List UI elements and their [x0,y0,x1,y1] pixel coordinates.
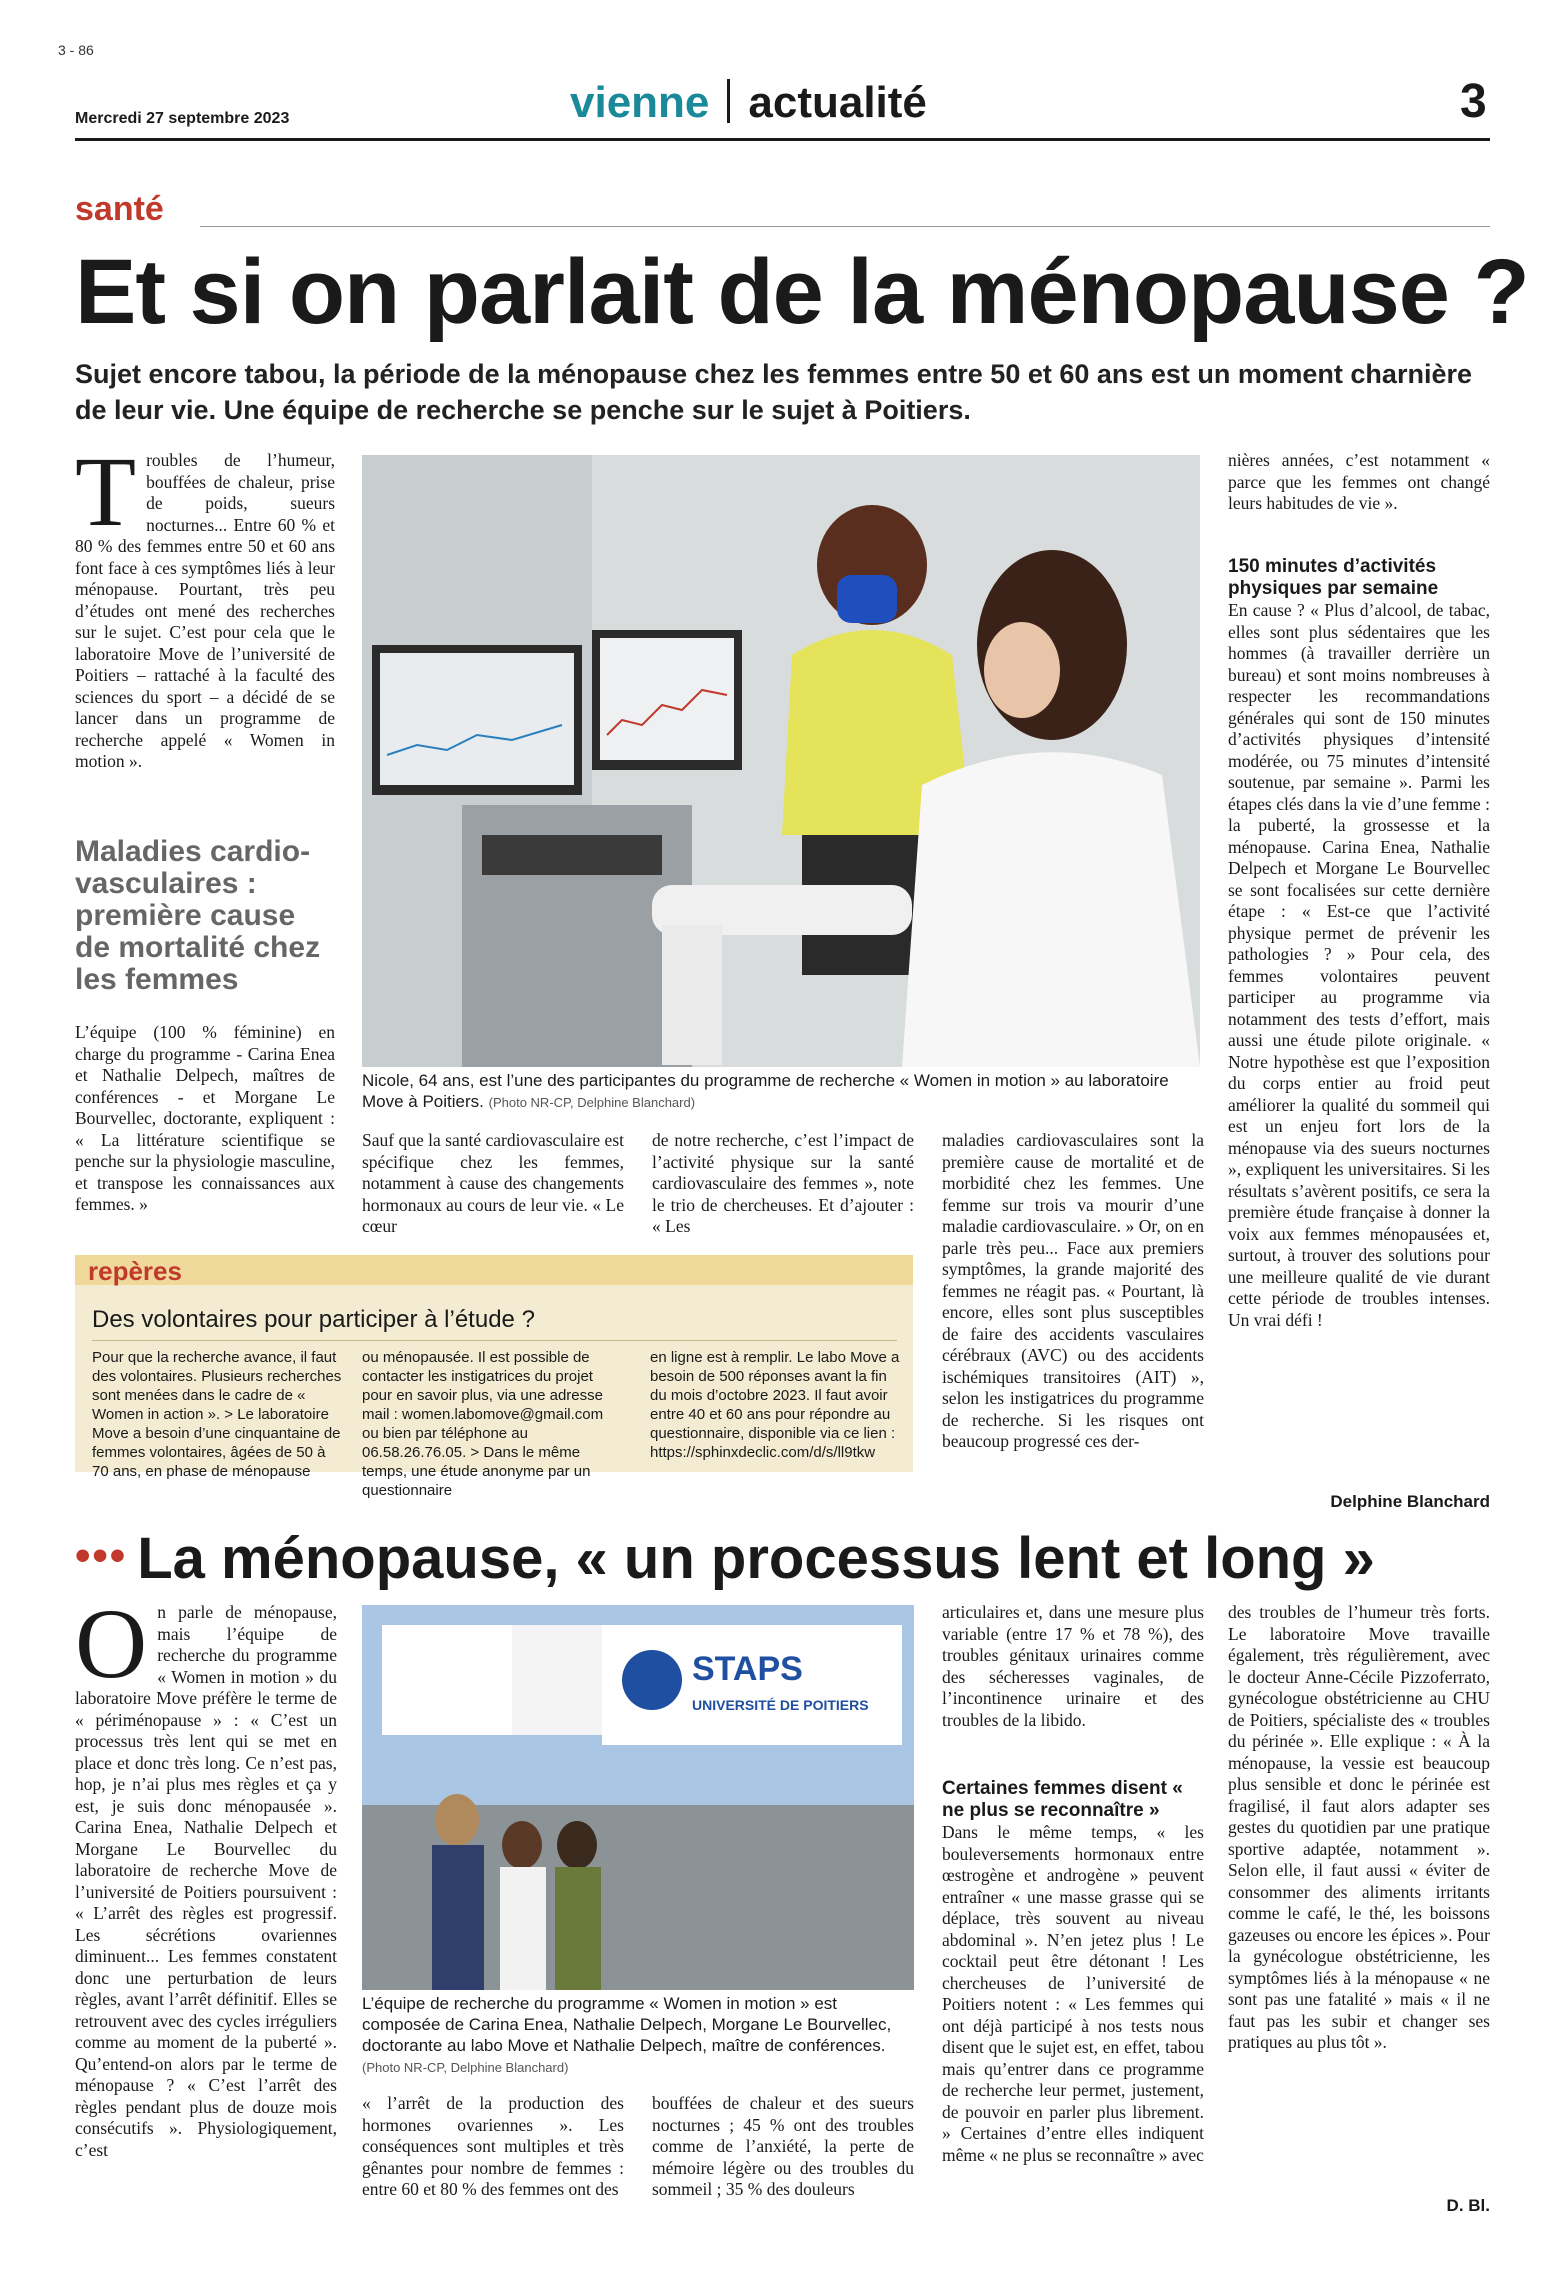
article2-column-4b: Dans le même temps, « les bouleversements hormonaux entre œstrogène et androgène » peuvent entraîner « une masse grasse qui se déplace, très souvent au niveau abdominal ». N’en jetez plus ! Le cocktail peut être détonant ! Les chercheuses de l’université de Poitiers notent : « Les femmes qui ont déjà participé à nos tests nous disent que le sujet est, en effet, tabou mais qu’entrer dans ce programme de recherche leur permet, justement, de pouvoir en parler plus librement. » Certaines d’entre elles indiquent même « ne plus se reconnaître » avec [942,1822,1204,2165]
article1-col1-text: roubles de l’humeur, bouffées de chaleur, prise de poids, sueurs nocturnes... Entre 60 % et 80 % des femmes entre 50 et 60 ans font face à ces symptômes liés à leur ménopause. Pourtant, très peu d’études ont mené des recherches sur le sujet. C’est pour cela que le laboratoire Move de l’université de Poitiers – rattaché à la faculté des sciences du sport – a décidé de se lancer dans un programme de recherche appelé « Women in motion ». [75,450,335,771]
staps-sign-text: STAPS [692,1650,803,1688]
article2-signature: D. Bl. [1446,2196,1490,2215]
team-photo-illustration [362,1605,914,1990]
headline-2 [75,1525,1375,1592]
header-rule [75,138,1490,141]
headline-2-text: La ménopause, « un processus lent et long » [137,1526,1375,1591]
subheading: Maladies cardio-vasculaires : première cause de mortalité chez les femmes [75,835,321,996]
team-photo [362,1605,914,1990]
article2-column-4: articulaires et, dans une mesure plus variable (entre 17 % et 78 %), des troubles génitaux urinaires comme des sécheresses vaginales, de l’incontinence urinaire et des troubles de la libido. [942,1602,1204,1730]
article1-column-3: maladies cardiovasculaires sont la première cause de mortalité et de morbidité chez les femmes. Une femme sur trois va mourir d’une maladie cardiovasculaire. » Or, on en parle très peu... Face aux premiers symptômes, la grande majorité des femmes ne réagit pas. « Pourtant, là encore, elles sont plus susceptibles de faire des accidents vasculaires cérébraux (AVC) ou des accidents ischémiques transitoires (AIT) », selon les instigatrices du programme de recherche. Si les risques ont beaucoup progressé ces der- [942,1130,1204,1451]
reperes-title: Des volontaires pour participer à l’étude ? [92,1306,535,1333]
rubric-section: actualité [748,78,927,127]
photo2-caption [362,1993,914,2078]
article1-column-1 [75,436,335,773]
article2-column-1 [75,1588,337,2161]
article1-signature: Delphine Blanchard [1330,1492,1490,1511]
headline-dots: ••• [75,1531,128,1580]
reperes-column-2: ou ménopausée. Il est possible de contacter les instigatrices du projet pour en savoir plus, via une adresse mail : women.labomove@gmail.com ou bien par téléphone au 06.58.26.76.05. > Dans le même temps, une étude anonyme par un questionnaire [362,1349,604,1499]
reperes-rule [92,1340,897,1341]
rubric [570,78,927,128]
lab-photo [362,455,1200,1067]
article1-column-1b: L’équipe (100 % féminine) en charge du programme - Carina Enea et Nathalie Delpech, maîtres de conférences - et Morgane Le Bourvellec, doctorante, expliquent : « La littérature scientifique se penche sur la physiologie masculine, et transpose les connaissances aux femmes. » [75,1022,335,1214]
photo1-caption [362,1070,1200,1113]
reperes-column-3: en ligne est à remplir. Le labo Move a besoin de 500 réponses avant la fin du mois d’octobre 2023. Il faut avoir entre 40 et 60 ans pour répondre au questionnaire, disponible via ce lien : https://sphinxdeclic.com/d/s/ll9tkw [650,1349,900,1461]
issue-date: Mercredi 27 septembre 2023 [75,110,290,127]
article1-column-4: nières années, c’est notamment « parce que les femmes ont changé leurs habitudes de vie ». [1228,450,1490,513]
lab-photo-illustration [362,455,1200,1067]
article2-column-5: des troubles de l’humeur très forts. Le laboratoire Move travaille également, très régulièrement, avec le docteur Anne-Cécile Pizzoferrato, gynécologue obstétricienne au CHU de Poitiers, spécialiste des « troubles du périnée ». Elle explique : « À la ménopause, la vessie est beaucoup plus sensible et donc le périnée est fragilisé, il faut alors adapter ses gestes du quotidien par une pratique sportive adaptée, notamment ». Selon elle, il faut aussi « éviter de consommer des aliments irritants comme le café, le thé, les boissons gazeuses ou encore les épices ». Pour la gynécologue obstétricienne, les symptômes liés à la ménopause « ne sont pas une fatalité » mais « il ne faut pas les subir et changer ses pratiques au plus tôt ». [1228,1602,1490,2052]
photo1-caption-text: Nicole, 64 ans, est l’une des participantes du programme de recherche « Women in motion » au laboratoire Move à Poitiers. [362,1071,1169,1111]
headline: Et si on parlait de la ménopause ? [75,241,1529,343]
subheading-2: 150 minutes d’activités physiques par semaine [1228,556,1439,599]
article1-column-2a: Sauf que la santé cardiovasculaire est spécifique chez les femmes, notamment à cause des changements hormonaux au cours de leur vie. « Le cœur [362,1130,624,1236]
section-label: santé [75,190,164,228]
article2-col1-text: n parle de ménopause, mais l’équipe de recherche du programme « Women in motion » du laboratoire Move préfère le terme de « périménopause » : « C’est un processus très lent qui se met en place et donc très long. Ce n’est pas, hop, je n’ai plus mes règles et ça y est, je suis donc ménopausée ». Carina Enea, Nathalie Delpech et Morgane Le Bourvellec du laboratoire de recherche Move de l’université de Poitiers poursuivent : « L’arrêt des règles est progressif. Les sécrétions ovariennes diminuent... Les femmes constatent donc une perturbation de leurs règles, avant l’arrêt définitif. Elles se retrouvent avec des cycles irréguliers comme au moment de la puberté ». Qu’entend-on alors par le terme de ménopause ? « C’est l’arrêt des règles pendant plus de douze mois consécutifs ». Physiologiquement, c’est [75,1602,337,2160]
article1-column-2b: de notre recherche, c’est l’impact de l’activité physique sur la santé cardiovasculaire des femmes », note le trio de chercheuses. Et d’ajouter : « Les [652,1130,914,1236]
rubric-separator [727,79,730,123]
photo2-credit: (Photo NR-CP, Delphine Blanchard) [362,2060,569,2075]
subheading-3: Certaines femmes disent « ne plus se reconnaître » [942,1778,1183,1821]
article2-column-3: bouffées de chaleur et des sueurs nocturnes ; 45 % ont des troubles comme de l’anxiété, la perte de mémoire légère ou des troubles du sommeil ; 35 % des douleurs [652,2093,914,2199]
univ-sign-text: UNIVERSITÉ DE POITIERS [692,1697,869,1713]
photo2-caption-text: L’équipe de recherche du programme « Women in motion » est composée de Carina Enea, Nathalie Delpech, Morgane Le Bourvellec, doctorante au labo Move et Nathalie Delpech, maître de conférences. [362,1994,892,2055]
reperes-label: repères [88,1256,182,1286]
page-number: 3 [1460,75,1487,128]
photo1-credit: (Photo NR-CP, Delphine Blanchard) [488,1095,696,1110]
section-rule [200,226,1490,227]
dropcap: T [75,436,137,547]
lead-paragraph: Sujet encore tabou, la période de la ménopause chez les femmes entre 50 et 60 ans est un moment charnière de leur vie. Une équipe de recherche se penche sur le sujet à Poitiers. [75,359,1472,425]
rubric-location: vienne [570,78,710,127]
article2-column-2: « l’arrêt de la production des hormones ovariennes ». Les conséquences sont multiples et très gênantes pour nombre de femmes : entre 60 et 80 % des femmes ont des [362,2093,624,2199]
reperes-column-1: Pour que la recherche avance, il faut des volontaires. Plusieurs recherches sont menées dans le cadre de « Women in action ». > Le laboratoire Move a besoin d’une cinquantaine de femmes volontaires, âgées de 50 à 70 ans, en phase de ménopause [92,1349,342,1480]
reperes-tab [75,1255,913,1285]
page-reference: 3 - 86 [58,42,94,58]
dropcap-2: O [75,1588,148,1699]
article1-column-4b: En cause ? « Plus d’alcool, de tabac, elles sont plus sédentaires que les hommes (à travailler derrière un bureau) et sont moins nombreuses à respecter les recommandations générales qui sont de 150 minutes d’activités physiques d’intensité modérée, ou 75 minutes d’intensité soutenue, par semaine ». Parmi les étapes clés dans la vie d’une femme : la puberté, la grossesse et la ménopause. Carina Enea, Nathalie Delpech et Morgane Le Bourvellec se sont focalisées sur cette dernière étape : « Est-ce que l’activité physique permet de prévenir les pathologies ? » Pour cela, des femmes volontaires peuvent participer au programme via notamment des tests d’effort, mais aussi une étude pilote originale. « Notre hypothèse est que l’exposition du corps entier au froid peut améliorer la qualité du sommeil qui est un enjeu fort lors de la ménopause via des sueurs nocturnes », expliquent les universitaires. Si les résultats s’avèrent positifs, ce sera la première étude française à donner la voix aux femmes ménopausées et, surtout, à trouver des solutions pour une meilleure qualité de vie durant cette période de troubles intenses. Un vrai défi ! [1228,600,1490,1330]
